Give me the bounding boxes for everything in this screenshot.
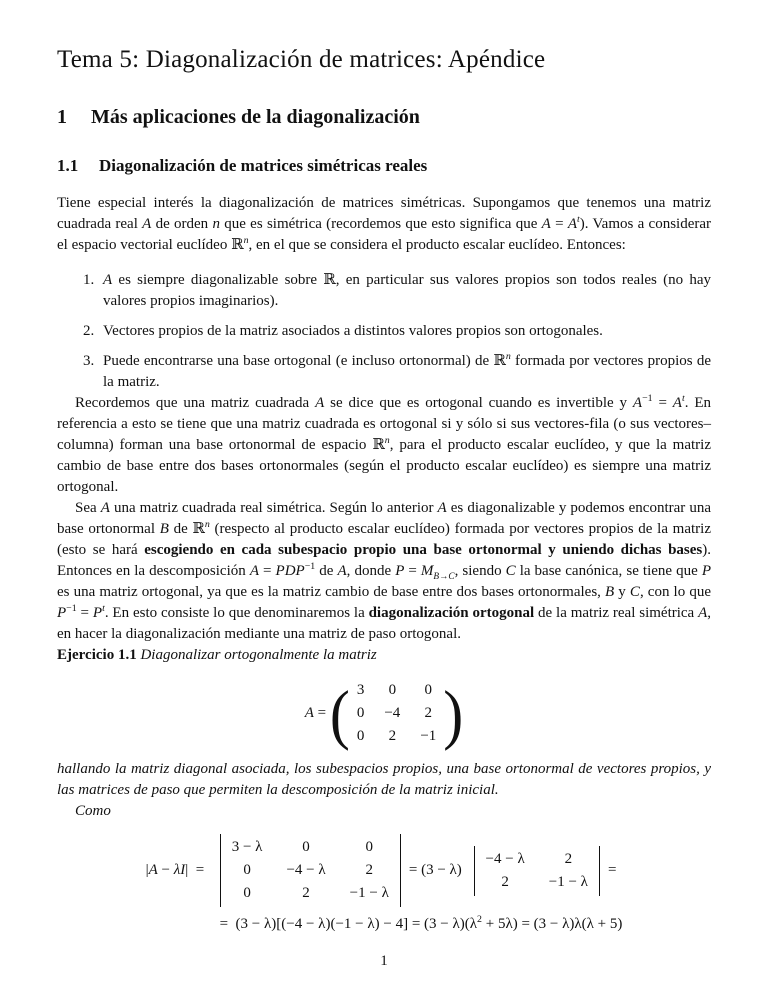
list-item (57, 351, 711, 393)
paragraph-orthogonal-matrix: Recordemos que una matriz cuadrada A se dice que es ortogonal cuando es invertible y $A^{-1} = A^t$. En referencia a esto se tiene que una matriz cuadrada es ortogonal si y sólo si sus vectores-fila (o sus vectores–columna) forman una base ortonormal de espacio ℝ$^n$, para el producto escalar euclídeo, y que la matriz cambio de base entre dos bases ortonormales (según el producto escalar euclídeo) es siempre una matriz ortogonal. (57, 393, 711, 495)
section-heading (57, 106, 711, 129)
page-number: 1 (380, 953, 388, 969)
matrix-definition (57, 676, 711, 751)
section-title: Más aplicaciones de la diagonalización (91, 106, 420, 128)
subsection-title: Diagonalización de matrices simétricas reales (99, 156, 428, 175)
paragraph-como: Como (75, 803, 111, 819)
paragraph-orthogonal-diagonalization: Sea A una matriz cuadrada real simétrica. Según lo anterior A es diagonalizable y podemos encontrar una base ortonormal B de ℝ$^n$ (respecto al producto escalar euclídeo) formada por vectores propios de la matriz (esto se hará escogiendo en cada subespacio propio una base ortonormal y uniendo dichas bases). Entonces en la descomposición $A = PDP^{-1}$ de A, donde $P = M_{B\to C}$, siendo C la base canónica, se tiene que P es una matriz ortogonal, ya que es la matriz cambio de base entre dos bases ortonormales, B y C, con lo que $P^{-1} = P^t$. En esto consiste lo que denominaremos la diagonalización ortogonal de la matriz real simétrica A, en hacer la diagonalización mediante una matriz de paso ortogonal. (57, 500, 712, 642)
paragraph-intro: Tiene especial interés la diagonalización de matrices simétricas. Supongamos que tenemos una matriz cuadrada real A de orden n que es simétrica (recordemos que esto significa que $A = A^t$). Vamos a considerar el espacio vectorial euclídeo ℝ$^n$, en el que se considera el producto escalar euclídeo. Entonces: (57, 195, 711, 253)
equation-line-2: = $(3 - \lambda)[(-4 - \lambda)(-1 - \lambda) - 4] = (3 - \lambda)(\lambda^2 + 5\lambda) = (3 - \lambda)\lambda(\lambda + 5)$ (219, 914, 623, 932)
list-item (57, 270, 711, 312)
matrix-A (329, 676, 464, 751)
subsection-number: 1.1 (57, 156, 79, 175)
char-poly-lhs: |A − λI| = (145, 862, 212, 878)
enumerated-list (57, 270, 711, 393)
paragraph-exercise-statement: hallando la matriz diagonal asociada, los subespacios propios, una base ortonormal de vectores propios, y las matrices de paso que permiten la descomposición de la matriz inicial. (57, 761, 711, 798)
list-item-number: 2. (83, 323, 95, 339)
list-item-number: 3. (83, 353, 95, 369)
equation-mid: = (3 − λ) (408, 862, 466, 878)
exercise-heading: Ejercicio 1.1 Diagonalizar ortogonalmente la matriz (57, 647, 377, 663)
list-item-number: 1. (83, 272, 95, 288)
section-number: 1 (57, 106, 67, 128)
list-item (57, 321, 711, 342)
determinant-equation (57, 834, 711, 935)
equation-line-1 (146, 834, 623, 907)
equation-tail: = (607, 862, 617, 878)
subsection-heading (57, 156, 711, 176)
left-paren: ( (329, 676, 350, 751)
list-item-text: Puede encontrarse una base ortogonal (e incluso ortonormal) de ℝ$^n$ formada por vectores propios de la matriz. (103, 351, 711, 390)
equation-lines (146, 834, 623, 935)
document-title: Tema 5: Diagonalización de matrices: Apéndice (57, 46, 546, 73)
list-item-text: A es siempre diagonalizable sobre ℝ, en particular sus valores propios son todos reales (no hay valores propios imaginarios). (103, 272, 711, 309)
matrix-lhs: A = (304, 705, 330, 721)
matrix-entries: 3 0 0 0 −4 2 0 2 −1 (356, 682, 437, 744)
right-paren: ) (443, 676, 464, 751)
determinant-2x2: −4 − λ 2 2 −1 − λ (474, 846, 600, 896)
determinant-3x3: 3 − λ 0 0 0 −4 − λ 2 0 2 −1 − λ (220, 834, 401, 907)
list-item-text: Vectores propios de la matriz asociados a distintos valores propios son ortogonales. (103, 323, 603, 339)
